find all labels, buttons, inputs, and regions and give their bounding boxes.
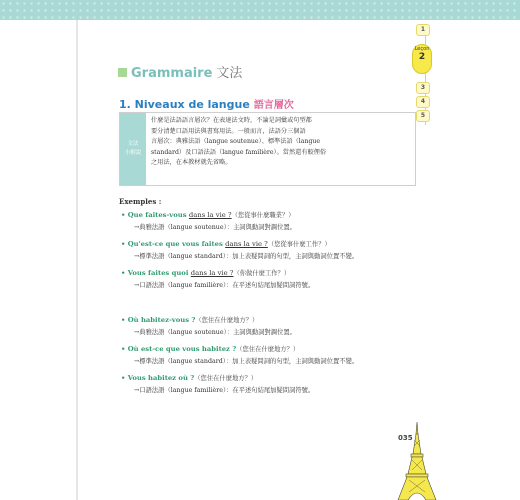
example-note: →標準法語（langue standard）：加上表疑問詞的句型，主詞與動詞位置不變。 <box>134 253 359 260</box>
example-translation: （您從事什麼工作？） <box>267 241 331 248</box>
page-title-zh: 文法 <box>216 66 243 81</box>
example-phrase-rest: dans la vie ? <box>225 240 268 248</box>
top-band-pattern <box>0 0 520 20</box>
example-note: →標準法語（langue standard）：加上表疑問詞的句型，主詞與動詞位置不變。 <box>134 358 359 365</box>
example-phrase-rest: dans la vie ? <box>188 211 232 219</box>
tab-lesson-5[interactable]: 5 <box>416 110 430 122</box>
example-translation: （您從事什麼職業？） <box>231 212 295 219</box>
tab-active-number: 2 <box>418 52 426 62</box>
example-item: • Que faites-vous dans la vie ?（您從事什麼職業？） <box>121 211 295 219</box>
grammar-note-box <box>119 112 416 186</box>
section-title-fr: 1. Niveaux de langue <box>119 98 250 111</box>
example-phrase: Vous habitez où ? <box>127 374 195 382</box>
example-item: • Qu'est-ce que vous faites dans la vie ?（您從事什麼工作？） <box>121 240 331 248</box>
note-line: 要分清楚口語用法與書寫用法。一般而言，法語分三個語 <box>151 127 306 135</box>
tab-lesson-4[interactable]: 4 <box>416 96 430 108</box>
note-tag <box>120 113 146 185</box>
example-translation: （你做什麼工作？） <box>233 270 291 277</box>
example-item: • Vous habitez où ?（您住在什麼地方？） <box>121 374 258 382</box>
note-text <box>151 116 409 169</box>
page-number: 035 <box>398 434 413 442</box>
example-note: →典雅法語（langue soutenue）：主詞與動詞對調位置。 <box>134 224 296 231</box>
examples-label: Exemples : <box>119 197 162 206</box>
example-phrase: Qu'est-ce que vous faites <box>127 240 226 248</box>
page-edge <box>76 20 78 500</box>
page-title-fr: Grammaire <box>131 66 213 81</box>
example-phrase-rest: dans la vie ? <box>190 269 234 277</box>
example-phrase: Où habitez-vous ? <box>127 316 196 324</box>
note-line: 言層次：典雅法語（langue soutenue）、標準法語（langue <box>151 138 321 145</box>
note-line: standard）及口語法語（langue familière）。當然還有較俚俗 <box>151 148 327 156</box>
section-title-zh: 語言層次 <box>253 100 294 111</box>
example-item: • Où est-ce que vous habitez ?（您住在什麼地方？） <box>121 345 300 353</box>
example-note: →口語法語（langue familière）：在平述句結尾加疑問詞符號。 <box>134 282 315 289</box>
tab-lesson-2-active[interactable] <box>412 44 432 74</box>
tab-lesson-3[interactable]: 3 <box>416 82 430 94</box>
note-tag-line1: 文法 <box>127 141 139 147</box>
note-line: 什麼是法語語言層次？在表達法文時，不論是詞彙或句型都 <box>151 117 312 124</box>
example-note: →典雅法語（langue soutenue）：主詞與動詞對調位置。 <box>134 329 296 336</box>
example-note: →口語法語（langue familière）：在平述句結尾加疑問詞符號。 <box>134 387 315 394</box>
example-phrase: Vous faites quoi <box>127 269 191 277</box>
eiffel-tower-icon <box>396 420 438 500</box>
example-translation: （您住在什麼地方？） <box>194 375 258 382</box>
example-phrase: Que faites-vous <box>127 211 189 219</box>
section-title <box>119 96 294 111</box>
page-title <box>131 62 242 81</box>
tab-lesson-1[interactable]: 1 <box>416 24 430 36</box>
example-translation: （您住在什麼地方？） <box>236 346 300 353</box>
note-line: 之用法，在本教材就先省略。 <box>151 159 232 166</box>
example-translation: （您住在什麼地方？） <box>195 317 259 324</box>
note-tag-line2: 小解說 <box>124 150 142 156</box>
heading-square-icon <box>118 68 127 77</box>
example-phrase: Où est-ce que vous habitez ? <box>127 345 237 353</box>
example-item: • Vous faites quoi dans la vie ?（你做什麼工作？） <box>121 269 291 277</box>
example-item: • Où habitez-vous ?（您住在什麼地方？） <box>121 316 259 324</box>
tab-active-label: Leçon <box>414 46 430 52</box>
page <box>78 20 442 500</box>
